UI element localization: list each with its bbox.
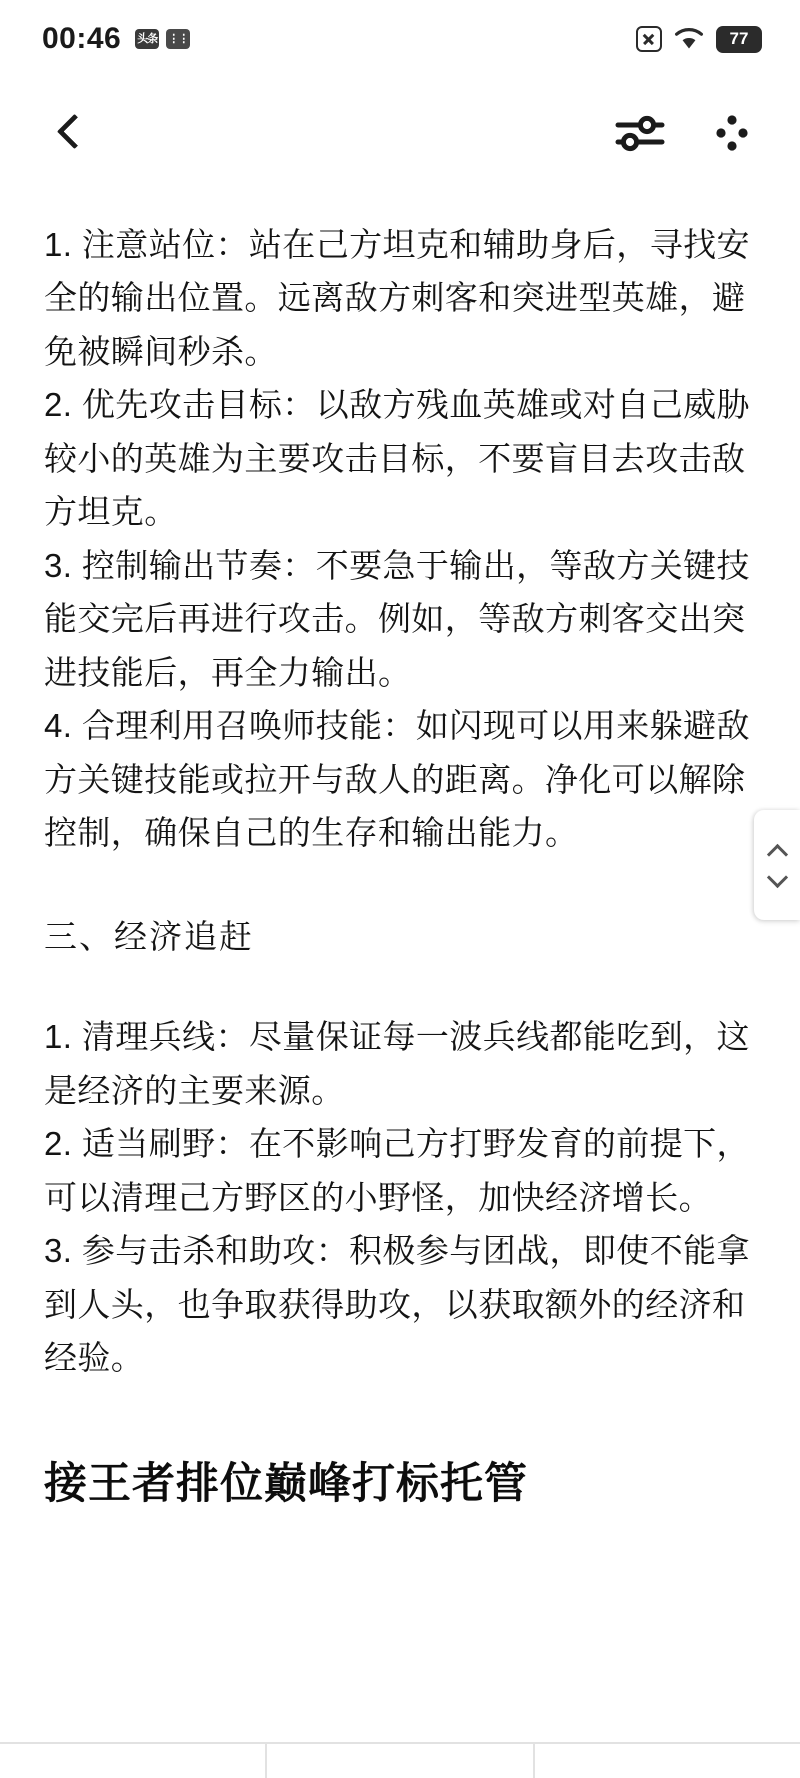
app-bar xyxy=(0,78,800,188)
article-content[interactable] xyxy=(0,188,800,1742)
bottom-nav-segment[interactable] xyxy=(535,1744,800,1778)
status-right-icons xyxy=(636,26,762,53)
bottom-nav-segment[interactable] xyxy=(0,1744,265,1778)
more-options-icon[interactable] xyxy=(712,105,752,161)
status-left-icons xyxy=(135,29,190,49)
paragraph: 3. 参与击杀和助攻：积极参与团战，即使不能拿到人头，也争取获得助攻，以获取额外的经济和经验。 xyxy=(44,1232,750,1376)
back-button[interactable] xyxy=(46,107,98,159)
page-title: 接王者排位巅峰打标托管 xyxy=(44,1460,528,1509)
paragraph: 4. 合理利用召唤师技能：如闪现可以用来躲避敌方关键技能或拉开与敌人的距离。净化可以解除控制，确保自己的生存和输出能力。 xyxy=(44,707,750,851)
no-sim-icon xyxy=(636,26,662,52)
status-clock: 00:46 xyxy=(42,22,122,55)
bottom-navigation-bar xyxy=(0,1742,800,1778)
paragraph: 2. 优先攻击目标：以敌方残血英雄或对自己威胁较小的英雄为主要攻击目标，不要盲目去攻击敌方坦克。 xyxy=(44,386,750,531)
paragraph: 2. 适当刷野：在不影响己方打野发育的前提下，可以清理己方野区的小野怪，加快经济增长。 xyxy=(44,1125,750,1216)
scroll-jump-widget[interactable] xyxy=(754,810,800,920)
toutiao-badge-icon: 头条 xyxy=(135,29,159,49)
paragraph: 1. 清理兵线：尽量保证每一波兵线都能吃到，这是经济的主要来源。 xyxy=(44,1018,750,1109)
paragraph: 1. 注意站位：站在己方坦克和辅助身后，寻找安全的输出位置。远离敌方刺客和突进型英雄，避免被瞬间秒杀。 xyxy=(44,226,750,370)
appbar-actions xyxy=(612,105,752,161)
app-badge-icon: ⋮⋮ xyxy=(166,29,190,49)
bottom-nav-segment[interactable] xyxy=(267,1744,532,1778)
tune-icon[interactable] xyxy=(612,105,668,161)
status-bar xyxy=(0,0,800,78)
chevron-down-icon[interactable] xyxy=(767,873,787,884)
battery-indicator: 77 xyxy=(716,26,762,53)
paragraph: 3. 控制输出节奏：不要急于输出，等敌方关键技能交完后再进行攻击。例如，等敌方刺客交出突进技能后，再全力输出。 xyxy=(44,546,750,691)
wifi-icon xyxy=(674,27,704,51)
chevron-up-icon[interactable] xyxy=(767,846,787,857)
section-heading: 三、经济追赶 xyxy=(44,918,254,956)
